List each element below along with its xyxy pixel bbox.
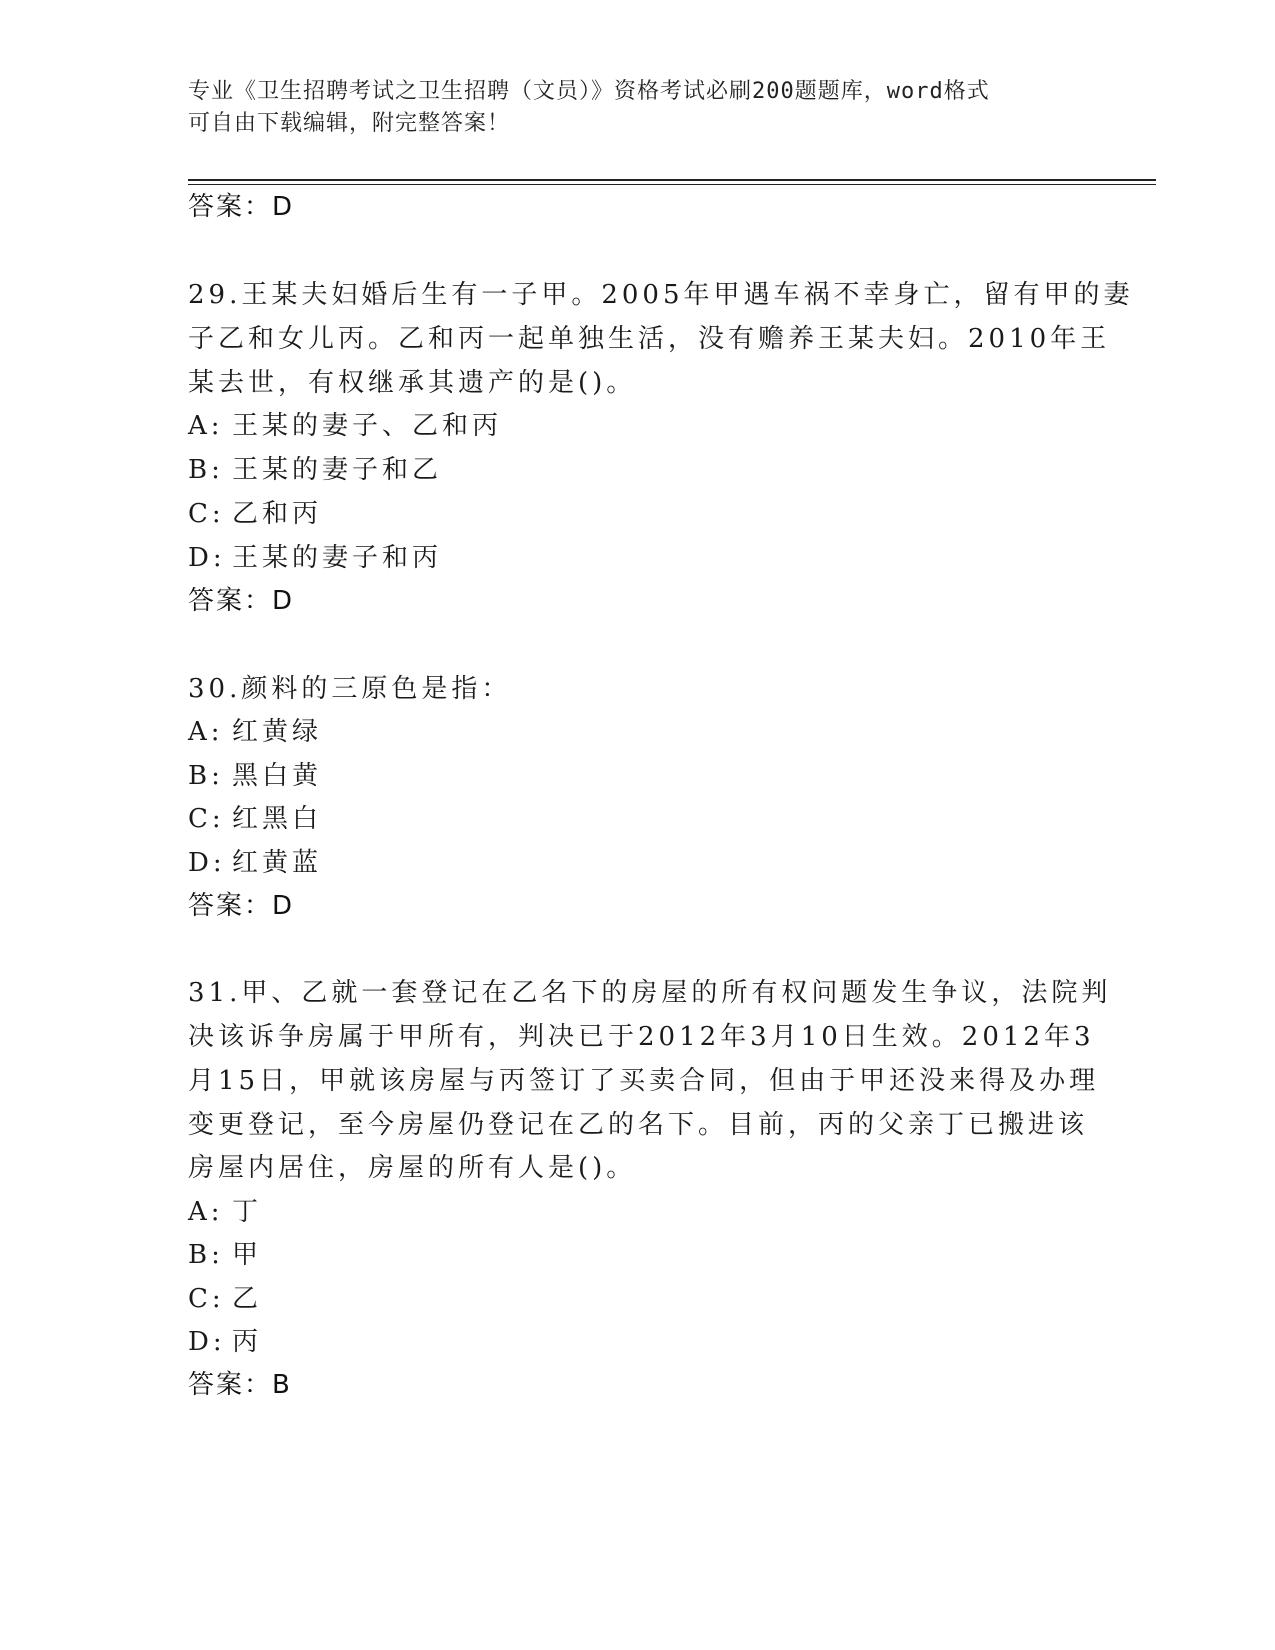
question-30-option-c [188,798,322,835]
question-31-option-a [188,1191,262,1228]
question-29-option-a [188,405,502,442]
document-header [188,76,1068,140]
question-30-option-d [188,842,322,879]
question-31-line-1: 31.甲、乙就一套登记在乙名下的房屋的所有权问题发生争议，法院判 [188,978,1112,1008]
header-divider [188,179,1156,181]
option-key: A: [188,717,224,747]
header-divider-thin [188,184,1156,185]
option-key: A: [188,411,224,441]
question-31-line-2: 决该诉争房属于甲所有，判决已于2012年3月10日生效。2012年3 [188,1022,1095,1052]
question-30-line-1: 30.颜料的三原色是指： [188,674,512,704]
question-31-answer: 答案：B [188,1370,292,1400]
header-line-2: 可自由下载编辑，附完整答案！ [188,111,511,136]
option-text: 乙 [232,1284,263,1314]
option-text: 红黄蓝 [232,848,323,878]
answer-previous: 答案：D [188,192,295,222]
question-31-line-5: 房屋内居住，房屋的所有人是()。 [188,1153,637,1183]
question-30-option-b [188,755,322,792]
option-key: C: [188,1284,225,1314]
option-text: 乙和丙 [232,499,323,529]
header-line-1: 专业《卫生招聘考试之卫生招聘（文员）》资格考试必刷200题题库，word格式 [188,79,990,104]
option-text: 王某的妻子和乙 [232,455,443,485]
option-key: C: [188,804,225,834]
question-29-line-1: 29.王某夫妇婚后生有一子甲。2005年甲遇车祸不幸身亡，留有甲的妻 [188,280,1134,310]
question-29-option-d [188,537,442,574]
option-text: 甲 [232,1240,263,1270]
option-key: C: [188,499,225,529]
question-29-option-b [188,449,442,486]
question-29-answer: 答案：D [188,586,295,616]
question-29-line-2: 子乙和女儿丙。乙和丙一起单独生活，没有赡养王某夫妇。2010年王 [188,324,1111,354]
question-31-option-c [188,1278,262,1315]
option-key: D: [188,1327,226,1357]
question-31-option-d [188,1321,262,1358]
question-31-option-b [188,1234,262,1271]
question-31-line-4: 变更登记，至今房屋仍登记在乙的名下。目前，丙的父亲丁已搬进该 [188,1110,1089,1140]
option-key: B: [188,761,224,791]
question-29-option-c [188,493,322,530]
option-text: 丙 [232,1327,263,1357]
question-30-option-a [188,711,322,748]
question-29-line-3: 某去世，有权继承其遗产的是()。 [188,368,637,398]
option-key: D: [188,848,226,878]
option-key: B: [188,455,224,485]
option-text: 王某的妻子和丙 [232,543,443,573]
option-text: 丁 [232,1197,263,1227]
option-key: D: [188,543,226,573]
question-30-answer: 答案：D [188,891,295,921]
option-text: 红黑白 [232,804,323,834]
question-31-line-3: 月15日，甲就该房屋与丙签订了买卖合同，但由于甲还没来得及办理 [188,1066,1100,1096]
option-key: B: [188,1240,224,1270]
option-text: 黑白黄 [232,761,323,791]
option-text: 红黄绿 [232,717,323,747]
option-key: A: [188,1197,224,1227]
option-text: 王某的妻子、乙和丙 [232,411,503,441]
